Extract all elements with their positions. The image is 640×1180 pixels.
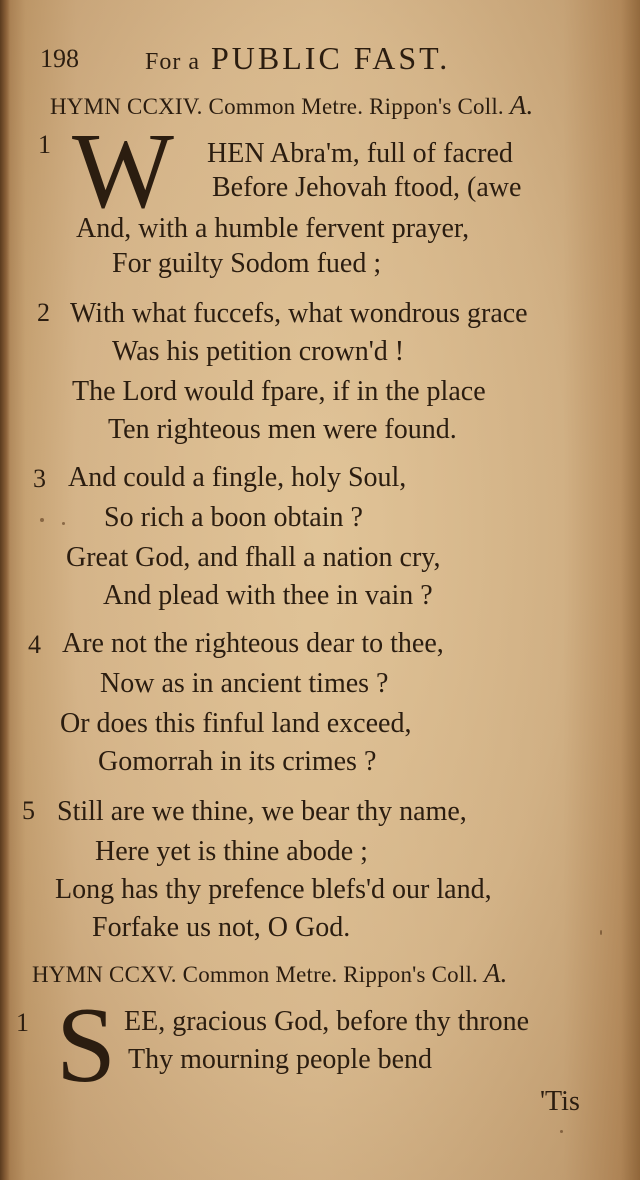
- verse-line: Now as in ancient times ?: [100, 668, 389, 699]
- verse-line: Here yet is thine abode ;: [95, 836, 368, 867]
- verse-line: The Lord would fpare, if in the place: [72, 376, 486, 407]
- page-gutter-shadow: [0, 0, 10, 1180]
- verse-line: And, with a humble fervent prayer,: [76, 213, 470, 244]
- verse-line: And could a fingle, holy Soul,: [68, 462, 407, 493]
- verse-line: EE, gracious God, before thy throne: [124, 1006, 530, 1037]
- verse-line: Long has thy prefence blefs'd our land,: [55, 874, 492, 905]
- verse-line: Forfake us not, O God.: [92, 912, 351, 943]
- hymn-heading-text: HYMN CCXIV. Common Metre. Rippon's Coll.: [50, 94, 504, 119]
- verse-line: Ten righteous men were found.: [108, 414, 457, 445]
- ink-speck: [600, 930, 602, 935]
- running-header: [40, 44, 79, 74]
- verse-line: Still are we thine, we bear thy name,: [57, 796, 467, 827]
- ink-speck: [62, 522, 65, 525]
- verse-number: 2: [37, 298, 50, 327]
- page-number: 198: [40, 44, 79, 73]
- running-title: [145, 40, 450, 77]
- hymn-heading-text: HYMN CCXV. Common Metre. Rippon's Coll.: [32, 962, 479, 987]
- drop-cap: S: [56, 986, 117, 1105]
- verse-line: So rich a boon obtain ?: [104, 502, 363, 533]
- verse-line: For guilty Sodom fued ;: [112, 248, 382, 279]
- verse-number: 4: [28, 630, 41, 659]
- verse-line: Or does this finful land exceed,: [60, 708, 412, 739]
- ink-speck: [40, 518, 44, 522]
- verse-number: 3: [33, 464, 46, 493]
- running-title-main: PUBLIC FAST.: [211, 40, 451, 76]
- drop-cap: W: [72, 112, 174, 231]
- verse-number: 5: [22, 796, 35, 825]
- verse-line: HEN Abra'm, full of facred: [207, 138, 513, 169]
- catchword: 'Tis: [540, 1086, 580, 1117]
- ink-speck: [560, 1130, 563, 1133]
- verse-line: With what fuccefs, what wondrous grace: [70, 298, 528, 329]
- verse-number: 1: [38, 130, 51, 159]
- verse-line: Are not the righteous dear to thee,: [62, 628, 444, 659]
- verse-number: 1: [16, 1008, 29, 1037]
- verse-line: Before Jehovah ftood, (awe: [212, 172, 522, 203]
- verse-line: Great God, and fhall a nation cry,: [66, 542, 441, 573]
- running-title-prefix: For a: [145, 49, 200, 75]
- verse-line: Gomorrah in its crimes ?: [98, 746, 377, 777]
- verse-line: And plead with thee in vain ?: [103, 580, 433, 611]
- hymn-heading: [32, 958, 508, 989]
- verse-line: Was his petition crown'd !: [112, 336, 405, 367]
- hymn-heading-mark: A.: [483, 958, 508, 988]
- hymn-heading-mark: A.: [509, 90, 534, 120]
- verse-line: Thy mourning people bend: [128, 1044, 433, 1075]
